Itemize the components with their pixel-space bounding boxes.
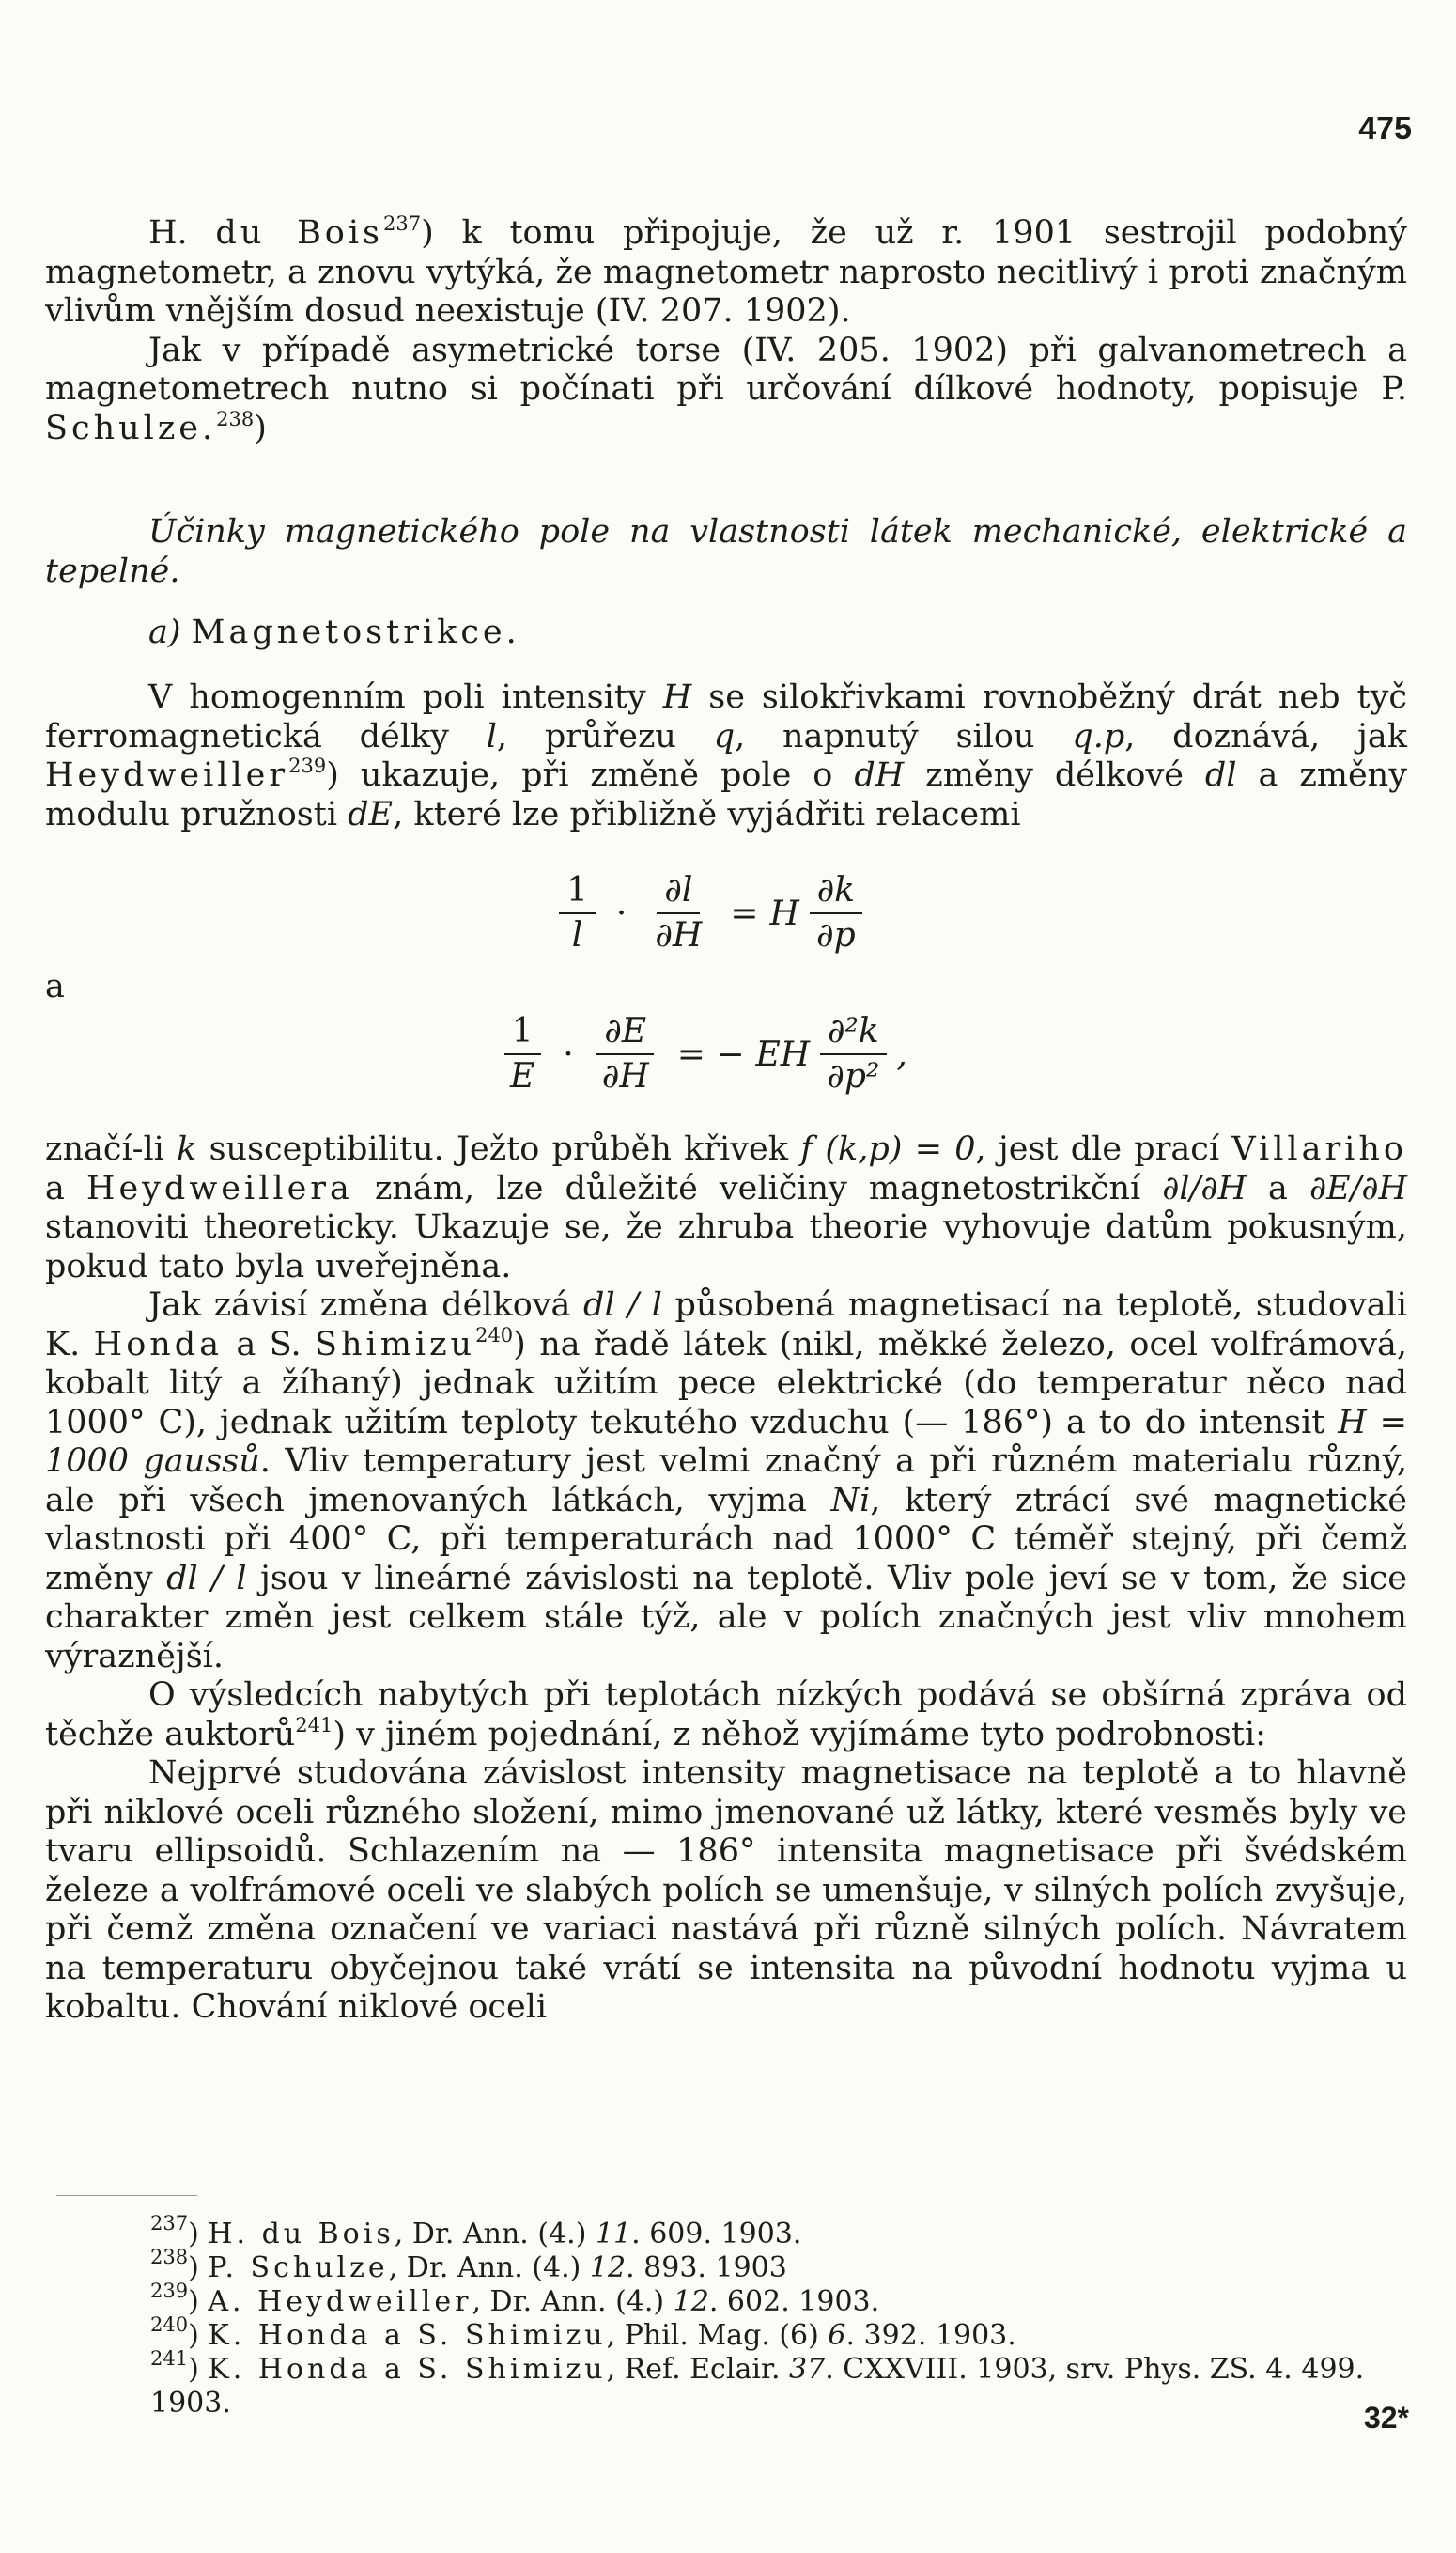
formula-2: $\frac{1}{E}$ · $\frac{\partial E}{\partial H}$ = − EH $\frac{\text{∂²k}}{\text{∂p²}}$ , bbox=[493, 1010, 907, 1098]
footnote-divider bbox=[56, 2195, 197, 2196]
footnote-241: $^{241}$) K. Honda a S. Shimizu, Ref. Eclair. 37. CXXVIII. 1903, srv. Phys. ZS. 4. 499. 1903. bbox=[150, 2347, 1365, 2420]
fraction: $\frac{\partial l}{\partial H}$ bbox=[655, 871, 703, 955]
fraction: $\frac{\partial k}{\partial p}$ bbox=[809, 869, 863, 957]
printer-signature: 32* bbox=[1363, 2401, 1409, 2435]
paragraph-susceptibility: značí-li k susceptibilitu. Ježto průběh křivek f (k,p) = 0, jest dle prací Villariho a Heydweillera znám, lze důležité veličiny magnetostrikční ∂l/∂H a ∂E/∂H stanoviti theoreticky. Ukazuje se, že zhruba theorie vyhovuje datům pokusným, pokud tato byla uveřejněna. bbox=[45, 1130, 1407, 1285]
paragraph-low-temperature: O výsledcích nabytých při teplotách nízkých podává se obšírná zpráva od těchže auktorů$^{241}$) v jiném pojednání, z něhož vyjímáme tyto podrobnosti: bbox=[45, 1676, 1407, 1753]
fraction: $\frac{1}{E}$ bbox=[503, 1010, 542, 1098]
paragraph-du-bois: H. du Bois$^{237}$) k tomu připojuje, že už r. 1901 sestrojil podobný magnetometr, a znovu vytýká, že magnetometr naprosto necitlivý i proti značným vlivům vnějším dosud neexistuje (IV. 207. 1902). bbox=[45, 212, 1407, 330]
paragraph-honda-shimizu: Jak závisí změna délková dl / l působená magnetisací na teplotě, studovali K. Honda a S. Shimizu$^{240}$) na řadě látek (nikl, měkké železo, ocel volfrámová, kobalt litý a žíhaný) jednak užitím pece elektrické (do temperatur něco nad 1000° C), jednak užitím teploty tekutého vzduchu (— 186°) a to do intensit H = 1000 gaussů. Vliv temperatury jest velmi značný a při různém materialu různý, ale při všech jmenovaných látkách, vyjma Ni, který ztrácí své magnetické vlastnosti při 400° C, při temperaturách nad 1000° C téměř stejný, při čemž změny dl / l jsou v lineárné závislosti na teplotě. Vliv pole jeví se v tom, že sice charakter změn jest celkem stále týž, ale v polích značných jest vliv mnohem výraznější. bbox=[45, 1286, 1407, 1675]
paragraph-schulze: Jak v případě asymetrické torse (IV. 205. 1902) při galvanometrech a magnetometrech nutno si počínati při určování dílkové hodnoty, popisuje P. Schulze.$^{238}$) bbox=[45, 331, 1407, 447]
footnote-237: $^{237}$) H. du Bois, Dr. Ann. (4.) 11. 609. 1903. bbox=[150, 2212, 802, 2250]
footnotes bbox=[45, 2212, 1407, 2421]
body-magnetostriction bbox=[45, 678, 1407, 834]
footnote-238: $^{238}$) P. Schulze, Dr. Ann. (4.) 12. 893. 1903 bbox=[150, 2246, 787, 2284]
body-main bbox=[45, 1130, 1407, 2028]
paragraph-homogeneous-field: V homogenním poli intensity H se silokřivkami rovnoběžný drát neb tyč ferromagnetická délky l, průřezu q, napnutý silou q.p, doznává, jak Heydweiller$^{239}$) ukazuje, při změně pole o dH změny délkové dl a změny modulu pružnosti dE, které lze přibližně vyjádřiti relacemi bbox=[45, 678, 1407, 833]
page-number: 475 bbox=[1358, 111, 1412, 147]
section-heading: Účinky magnetického pole na vlastnosti látek mechanické, elektrické a tepelné. bbox=[45, 513, 1407, 590]
fraction: $\frac{\text{∂²k}}{\text{∂p²}}$ bbox=[819, 1010, 887, 1098]
body-top bbox=[45, 214, 1407, 448]
conjunction-a: a bbox=[45, 968, 65, 1005]
footnote-239: $^{239}$) A. Heydweiller, Dr. Ann. (4.) 12. 602. 1903. bbox=[150, 2280, 880, 2318]
fraction: $\frac{\partial E}{\partial H}$ bbox=[595, 1010, 657, 1098]
formula-1: $\frac{1}{l}$ · $\frac{\partial l}{\partial H}$ = H $\frac{\partial k}{\partial p}$ bbox=[550, 869, 873, 957]
paragraph-nickel-steel: Nejprvé studována závislost intensity magnetisace na teplotě a to hlavně při niklové oceli různého složení, mimo jmenované už látky, které vesměs byly ve tvaru ellipsoidů. Schlazením na — 186° intensita magnetisace při švédském železe a volfrámové oceli ve slabých polích se umenšuje, v silných polích zvyšuje, při čemž změna označení ve variaci nastává při různě silných polích. Návratem na temperaturu obyčejnou také vrátí se intensita na původní hodnotu vyjma u kobaltu. Chování niklové oceli bbox=[45, 1754, 1407, 2026]
subsection-heading: a) Magnetostrikce. bbox=[148, 614, 520, 651]
fraction: $\frac{1}{l}$ bbox=[559, 869, 596, 957]
footnote-240: $^{240}$) K. Honda a S. Shimizu, Phil. Mag. (6) 6. 392. 1903. bbox=[150, 2313, 1016, 2352]
